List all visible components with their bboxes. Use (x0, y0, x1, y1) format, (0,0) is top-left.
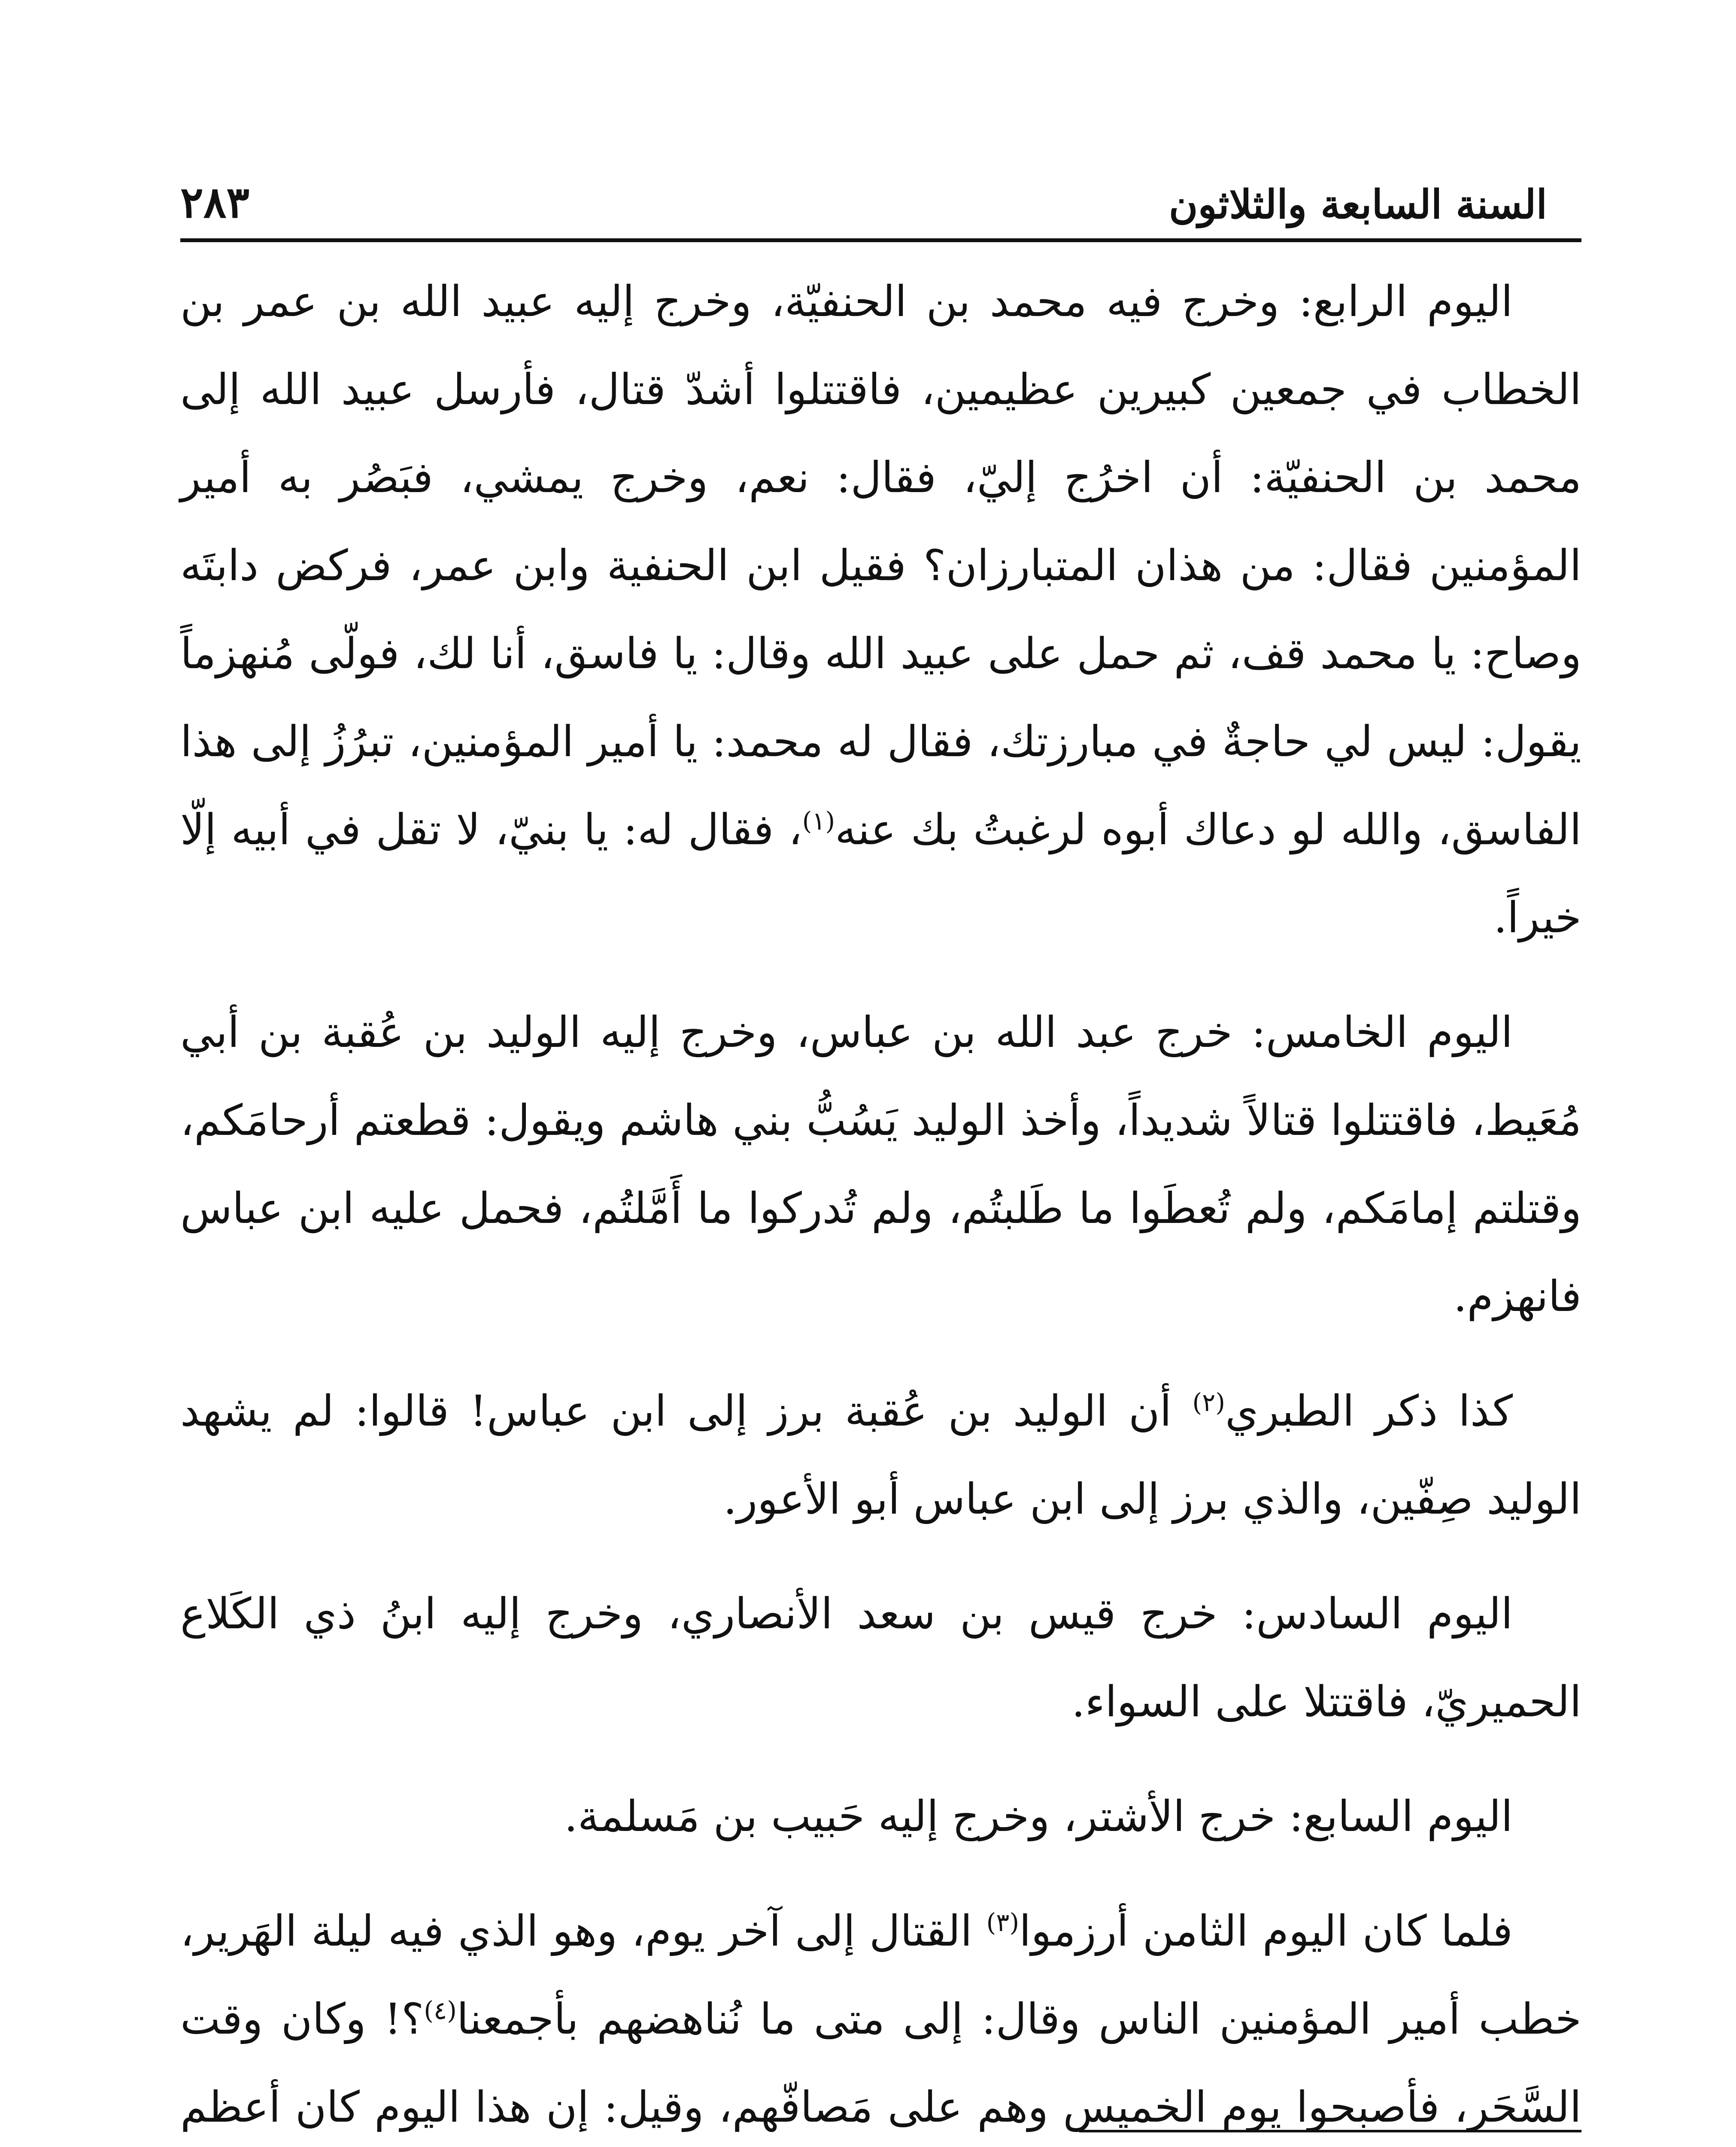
paragraph-day-six: اليوم السادس: خرج قيس بن سعد الأنصاري، وخرج إليه ابنُ ذي الكَلاع الحميريّ، فاقتتلا على السواء. (180, 1589, 1581, 1727)
footnote-ref-1: (١) (802, 806, 835, 836)
paragraph-day-seven: اليوم السابع: خرج الأشتر، وخرج إليه حَبيب بن مَسلمة. (564, 1792, 1513, 1841)
footnote-ref-3: (٣) (986, 1908, 1020, 1937)
header-rule (180, 238, 1581, 242)
page-number: ٢٨٣ (180, 177, 250, 228)
footnote-rule (1079, 2130, 1581, 2132)
running-title: السنة السابعة والثلاثون (1168, 181, 1547, 228)
paragraph-day-five: اليوم الخامس: خرج عبد الله بن عباس، وخرج إليه الوليد بن عُقبة بن أبي مُعَيط، فاقتتلوا قتالاً شديداً، وأخذ الوليد يَسُبُّ بني هاشم ويقول: قطعتم أرحامَكم، وقتلتم إمامَكم، ولم تُعطَوا ما طَلبتُم، ولم تُدركوا ما أَمَّلتُم، فحمل عليه ابن عباس فانهزم. (180, 1008, 1581, 1321)
footnote-ref-2: (٢) (1192, 1388, 1225, 1417)
page-header (180, 129, 1547, 228)
paragraph-day-eight: فلما كان اليوم الثامن أرزموا$^{(٣)}$ القتال إلى آخر يوم، وهو الذي فيه ليلة الهَرير، خطب أمير المؤمنين الناس وقال: إلى متى ما نُناهضهم بأجمعنا$^{(٤)}$؟! وكان وقت السَّحَر، فأصبحوا يوم الخميس وهم على مَصافّهم، وقيل: إن هذا اليوم كان أعظم (180, 1907, 1581, 2132)
paragraph-day-four: اليوم الرابع: وخرج فيه محمد بن الحنفيّة، وخرج إليه عبيد الله بن عمر بن الخطاب في جمعين كبيرين عظيمين، فاقتتلوا أشدّ قتال، فأرسل عبيد الله إلى محمد بن الحنفيّة: أن اخرُج إليّ، فقال: نعم، وخرج يمشي، فبَصُر به أمير المؤمنين فقال: من هذان المتبارزان؟ فقيل ابن الحنفية وابن عمر، فركض دابتَه وصاح: يا محمد قف، ثم حمل على عبيد الله وقال: يا فاسق، أنا لك، فولّى مُنهزماً يقول: ليس لي حاجةٌ في مبارزتك، فقال له محمد: يا أمير المؤمنين، تبرُزُ إلى هذا الفاسق، والله لو دعاك أبوه لرغبتُ بك عنه$^{(١)}$، فقال له: يا بنيّ، لا تقل في أبيه إلّا خيراً. (180, 277, 1581, 943)
footnote-ref-4: (٤) (424, 1996, 457, 2025)
main-text (180, 258, 1581, 2147)
paragraph-tabari-note: كذا ذكر الطبري$^{(٢)}$ أن الوليد بن عُقبة برز إلى ابن عباس! قالوا: لم يشهد الوليد صِفّين، والذي برز إلى ابن عباس أبو الأعور. (180, 1387, 1581, 1524)
